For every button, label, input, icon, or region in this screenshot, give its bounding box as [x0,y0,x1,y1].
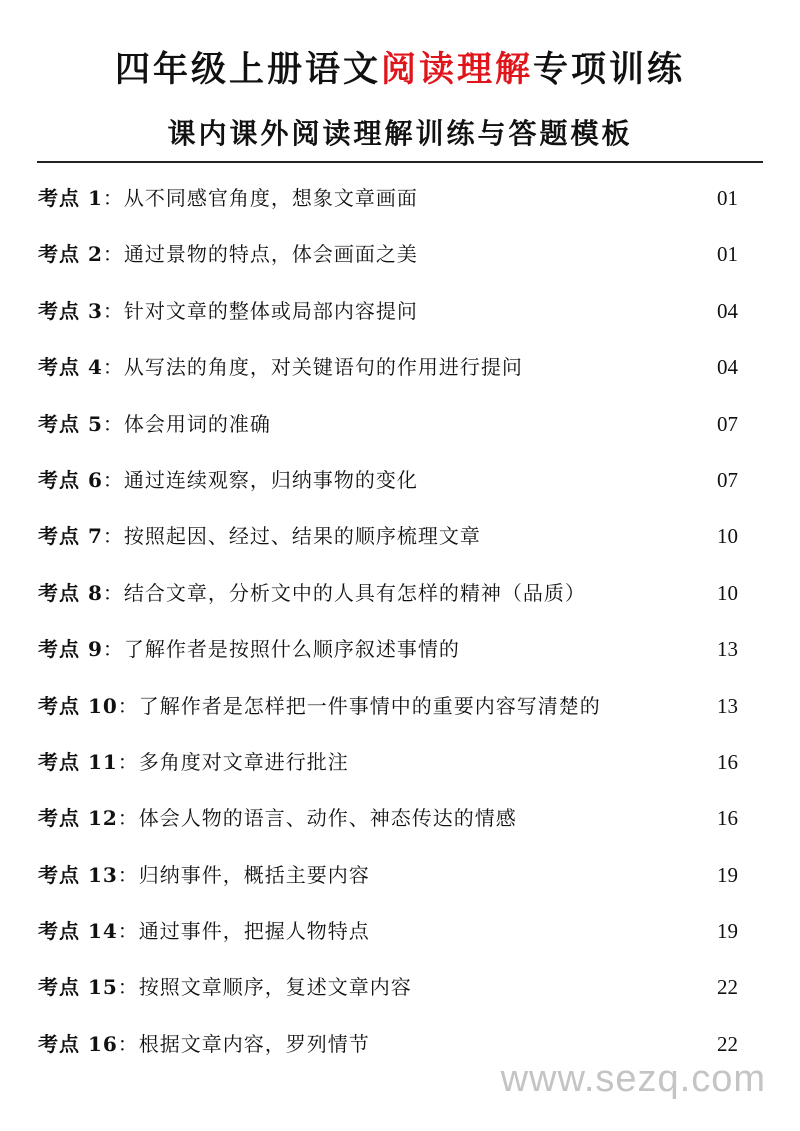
toc-entry-label [38,742,349,782]
toc-entry-separator: ： [117,1031,139,1056]
toc-entry-number: 考点 5 [38,411,103,436]
title-highlight: 阅读理解 [380,49,533,90]
toc-entry-text: 按照起因、经过、结果的顺序梳理文章 [123,524,481,549]
toc-entry [0,855,800,911]
toc-entry-page: 13 [717,637,738,662]
toc-entry-text: 根据文章内容，罗列情节 [138,1031,370,1056]
toc-entry-text: 从写法的角度，对关键语句的作用进行提问 [123,355,523,380]
toc-entry-separator: ： [117,919,139,944]
toc-entry-page: 10 [717,580,738,605]
toc-entry-number: 考点 2 [38,242,103,267]
toc-entry-text: 了解作者是怎样把一件事情中的重要内容写清楚的 [138,693,601,718]
toc-entry-separator: ： [102,580,124,605]
toc-entry-separator: ： [117,693,139,718]
toc-entry-label [38,629,460,669]
toc-entry-text: 结合文章，分析文中的人具有怎样的精神（品质） [123,580,586,605]
toc-entry-text: 针对文章的整体或局部内容提问 [123,298,418,323]
toc-entry-separator: ： [117,975,139,1000]
toc-entry-separator: ： [102,411,124,436]
toc-entry [0,686,800,742]
toc-entry-number: 考点 16 [38,1031,118,1056]
toc-entry-label [38,911,370,951]
page-title [0,42,800,92]
toc-entry-number: 考点 3 [38,298,103,323]
toc-entry [0,742,800,798]
toc-entry-separator: ： [102,242,124,267]
toc-entry-number: 考点 11 [38,749,118,774]
toc-entry-text: 从不同感官角度，想象文章画面 [123,186,418,210]
toc-entry-page: 22 [717,975,738,1000]
toc-entry-label [38,404,271,444]
toc-entry-number: 考点 8 [38,580,103,605]
toc-entry-page: 04 [717,355,738,380]
toc-entry-number: 考点 13 [38,862,118,887]
toc-entry-label [38,1024,370,1064]
page-subtitle: 课内课外阅读理解训练与答题模板 [167,117,633,150]
toc-entry-number: 考点 9 [38,637,103,662]
toc-entry-page: 07 [717,411,738,436]
toc-entry-separator: ： [102,637,124,662]
toc-entry [0,911,800,967]
toc-entry-number: 考点 7 [38,524,103,549]
toc-entry-separator: ： [102,186,124,210]
toc-entry-number: 考点 6 [38,467,103,492]
toc-entry-page: 22 [717,1031,738,1056]
toc-entry-separator: ： [102,355,124,380]
toc-entry [0,629,800,685]
toc-entry-text: 通过景物的特点，体会画面之美 [123,242,418,267]
toc-entry-number: 考点 1 [38,186,103,210]
toc-entry-page: 13 [717,693,738,718]
toc-entry [0,178,800,234]
toc-entry-separator: ： [102,524,124,549]
toc-entry [0,798,800,854]
table-of-contents [0,178,800,1080]
toc-entry [0,573,800,629]
toc-entry [0,516,800,572]
watermark: www.sezq.com [500,1058,766,1100]
toc-entry-number: 考点 12 [38,806,118,831]
toc-entry-text: 体会人物的语言、动作、神态传达的情感 [138,806,517,831]
toc-entry-text: 按照文章顺序，复述文章内容 [138,975,412,1000]
toc-entry-text: 了解作者是按照什么顺序叙述事情的 [123,637,460,662]
toc-entry [0,347,800,403]
toc-entry [0,404,800,460]
toc-entry-label [38,178,418,218]
toc-entry-page: 19 [717,862,738,887]
toc-entry-separator: ： [117,862,139,887]
toc-entry-page: 07 [717,467,738,492]
toc-entry-number: 考点 4 [38,355,103,380]
title-suffix: 专项训练 [533,49,686,90]
toc-entry-label [38,516,481,556]
toc-entry-label [38,460,418,500]
toc-entry-separator: ： [102,298,124,323]
toc-entry-label [38,686,601,726]
toc-entry-page: 01 [717,242,738,267]
toc-entry-label [38,347,523,387]
toc-entry-page: 01 [717,186,738,210]
toc-entry-separator: ： [102,467,124,492]
toc-entry-label [38,234,418,274]
toc-entry-label [38,291,418,331]
toc-entry-page: 04 [717,298,738,323]
title-prefix: 四年级上册语文 [114,49,381,90]
toc-entry-page: 16 [717,749,738,774]
toc-entry-separator: ： [117,749,139,774]
toc-entry [0,291,800,347]
toc-entry-label [38,855,370,895]
toc-entry-label [38,967,412,1007]
toc-entry-page: 10 [717,524,738,549]
toc-entry-text: 通过连续观察，归纳事物的变化 [123,467,418,492]
toc-entry-text: 归纳事件，概括主要内容 [138,862,370,887]
toc-entry-text: 体会用词的准确 [123,411,271,436]
toc-entry [0,234,800,290]
toc-entry-page: 16 [717,806,738,831]
toc-entry-page: 19 [717,919,738,944]
toc-entry-label [38,798,517,838]
toc-entry-separator: ： [117,806,139,831]
toc-entry-label [38,573,586,613]
toc-entry-number: 考点 10 [38,693,118,718]
toc-entry-text: 通过事件，把握人物特点 [138,919,370,944]
toc-entry-number: 考点 15 [38,975,118,1000]
toc-entry-number: 考点 14 [38,919,118,944]
toc-entry [0,460,800,516]
title-divider [37,161,763,163]
toc-entry [0,967,800,1023]
toc-entry-text: 多角度对文章进行批注 [138,749,349,774]
